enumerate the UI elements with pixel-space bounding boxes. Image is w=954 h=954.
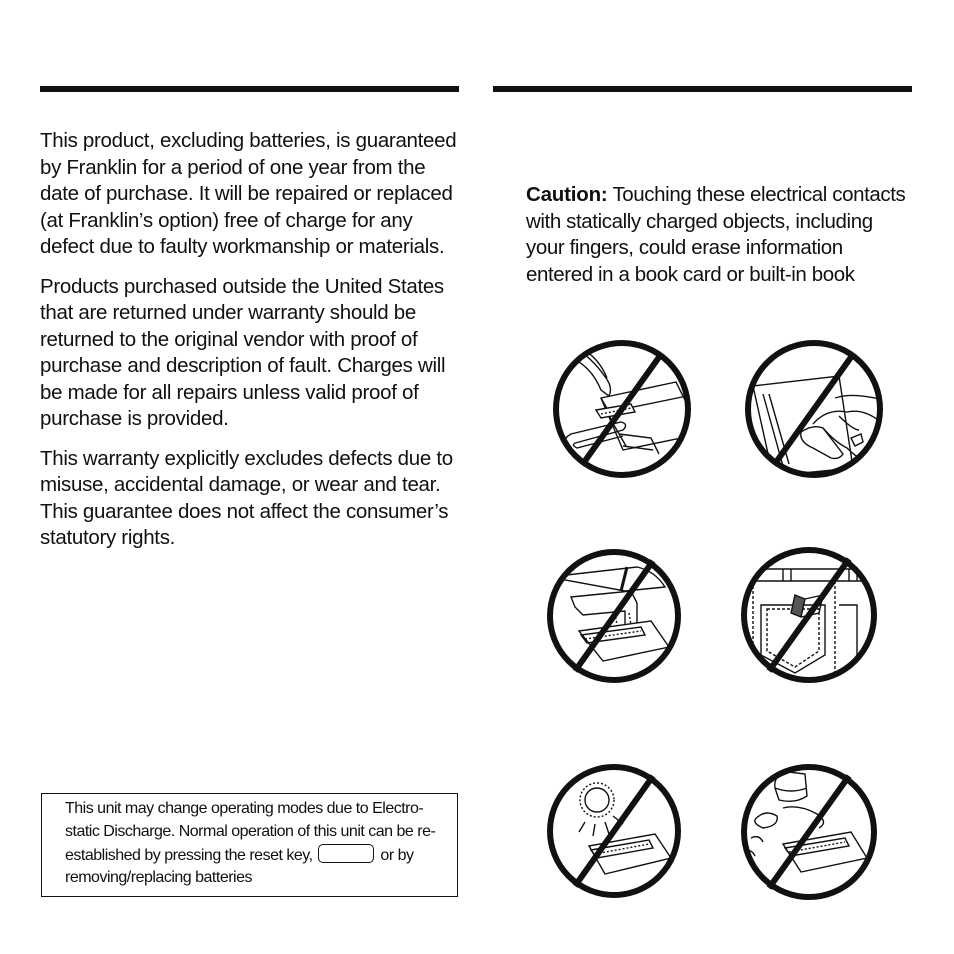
esd-notice-box xyxy=(41,793,458,897)
warranty-paragraph-2: Products purchased outside the United States that are returned under warranty should be returned to the original vendor with proof of purchase and description of fault. Charges will be made for all repairs unless valid proof of purchase is provided. xyxy=(40,274,446,430)
caution-text xyxy=(526,182,906,288)
warranty-section xyxy=(40,128,462,565)
no-pocket-icon xyxy=(739,545,879,685)
reset-key-icon xyxy=(318,844,374,863)
caution-body: Touching these electrical contacts with statically charged objects, including your fingers, could erase information entered in a book card or built-in book xyxy=(526,183,906,286)
esd-notice-text-after: or by removing/replacing batteries xyxy=(65,846,414,887)
left-header-rule xyxy=(40,86,459,92)
right-header-rule xyxy=(493,86,912,92)
esd-notice-text-before: This unit may change operating modes due to Electro-static Discharge. Normal operation of this unit can be re-established by pressing the reset key, xyxy=(65,800,436,864)
no-finger-contact-icon xyxy=(743,338,885,480)
warranty-paragraph-1: This product, excluding batteries, is guaranteed by Franklin for a period of one year from the date of purchase. It will be repaired or replaced (at Franklin’s option) free of charge for any defect due to faulty workmanship or materials. xyxy=(40,129,457,258)
caution-label: Caution: xyxy=(526,183,608,206)
no-paperclip-contact-icon xyxy=(551,338,693,480)
no-magnet-icon xyxy=(545,547,683,685)
warranty-paragraph-3: This warranty explicitly excludes defects due to misuse, accidental damage, or wear and tear. This guarantee does not affect the consumer’s statutory rights. xyxy=(40,446,453,549)
no-sun-heat-icon xyxy=(545,762,683,900)
no-liquid-spill-icon xyxy=(739,762,879,902)
